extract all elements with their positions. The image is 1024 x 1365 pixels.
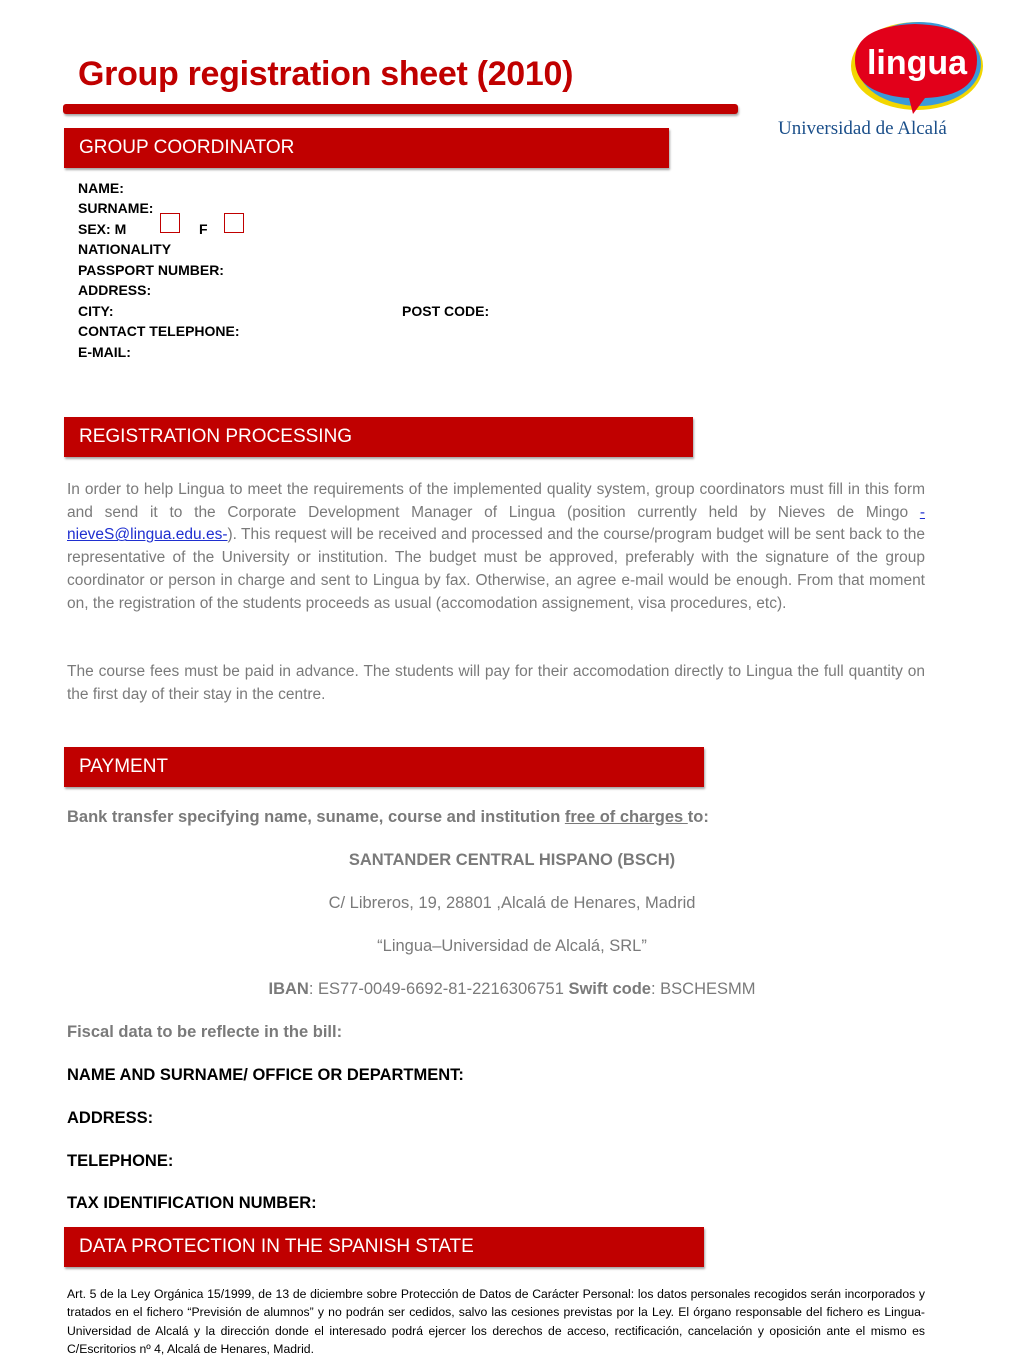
iban-value: : ES77-0049-6692-81-2216306751 <box>308 980 569 998</box>
surname-label: SURNAME: <box>78 200 154 216</box>
processing-paragraph-1 <box>67 479 925 615</box>
address-label: ADDRESS: <box>78 282 152 298</box>
account-holder: “Lingua–Universidad de Alcalá, SRL” <box>377 937 647 955</box>
bank-address: C/ Libreros, 19, 28801 ,Alcalá de Henares, Madrid <box>328 894 696 912</box>
section-header-group-coordinator: GROUP COORDINATOR <box>64 128 669 168</box>
fiscal-name-label: NAME AND SURNAME/ OFFICE OR DEPARTMENT: <box>67 1066 464 1084</box>
payment-intro <box>67 808 709 827</box>
speech-bubble-logo-icon <box>845 20 985 116</box>
lingua-logo <box>845 20 985 116</box>
email-label: E-MAIL: <box>78 344 131 360</box>
fiscal-tax-id-label: TAX IDENTIFICATION NUMBER: <box>67 1194 317 1212</box>
swift-value: : BSCHESMM <box>650 980 756 998</box>
section-header-data-protection: DATA PROTECTION IN THE SPANISH STATE <box>64 1227 704 1267</box>
fiscal-data-heading: Fiscal data to be reflecte in the bill: <box>67 1023 343 1041</box>
processing-text-end: ). This request will be received and processed and the course/program budget will be sent back to the representative of the University or institution. The budget must be approved, preferably with the signature of the group coordinator or person in charge and sent to Lingua by fax. Otherwise, an agree e-mail would be enough. From that moment on, the registration of the students proceeds as usual (accomodation assignement, visa procedures, etc). <box>67 526 925 612</box>
section-header-registration-processing: REGISTRATION PROCESSING <box>64 417 693 457</box>
data-protection-text: Art. 5 de la Ley Orgánica 15/1999, de 13 de diciembre sobre Protección de Datos de Carácter Personal: los datos personales recogidos serán incorporados y tratados en el fichero “Previsión de alumnos” y no podrán ser cedidos, salvo las cesiones previstas por la Ley. El órgano responsable del fichero es Lingua-Universidad de Alcalá y la dirección donde el interesado podrá ejercer los derechos de acceso, rectificación, cancelación y oposición ante el mismo es C/Escritorios nº 4, Alcalá de Henares, Madrid. <box>67 1287 925 1356</box>
passport-number-label: PASSPORT NUMBER: <box>78 262 224 278</box>
city-label: CITY: <box>78 303 114 319</box>
page-title: Group registration sheet (2010) <box>78 55 574 93</box>
post-code-label: POST CODE: <box>402 303 490 319</box>
payment-free-of-charges: free of charges <box>564 808 688 826</box>
processing-text-start: In order to help Lingua to meet the requirements of the implemented quality system, group coordinators must fill in this form and send it to the Corporate Development Manager of Lingua (position currently held by Nieves de Mingo <box>67 481 925 521</box>
title-divider <box>63 104 738 114</box>
processing-paragraph-2: The course fees must be paid in advance. The students will pay for their accomodation directly to Lingua the full quantity on the first day of their stay in the centre. <box>67 663 925 703</box>
bank-name: SANTANDER CENTRAL HISPANO (BSCH) <box>348 851 676 869</box>
logo-caption: Universidad de Alcalá <box>778 118 947 139</box>
name-label: NAME: <box>78 180 124 196</box>
iban-swift-line <box>0 980 1024 999</box>
sex-label: SEX: M <box>78 221 127 237</box>
payment-intro-text: Bank transfer specifying name, suname, course and institution <box>67 808 565 826</box>
iban-label: IBAN <box>268 980 309 998</box>
swift-label: Swift code <box>568 980 651 998</box>
sex-m-checkbox[interactable] <box>160 213 180 233</box>
fiscal-telephone-label: TELEPHONE: <box>67 1152 174 1170</box>
email-link[interactable]: -nieveS@lingua.edu.es- <box>67 503 925 544</box>
section-header-payment: PAYMENT <box>64 747 704 787</box>
payment-intro-to: to: <box>687 808 709 826</box>
contact-telephone-label: CONTACT TELEPHONE: <box>78 323 240 339</box>
logo-wordmark: lingua <box>866 44 968 82</box>
sex-f-checkbox[interactable] <box>224 213 244 233</box>
sex-f-label: F <box>199 221 208 237</box>
nationality-label: NATIONALITY <box>78 241 172 257</box>
fiscal-address-label: ADDRESS: <box>67 1109 154 1127</box>
